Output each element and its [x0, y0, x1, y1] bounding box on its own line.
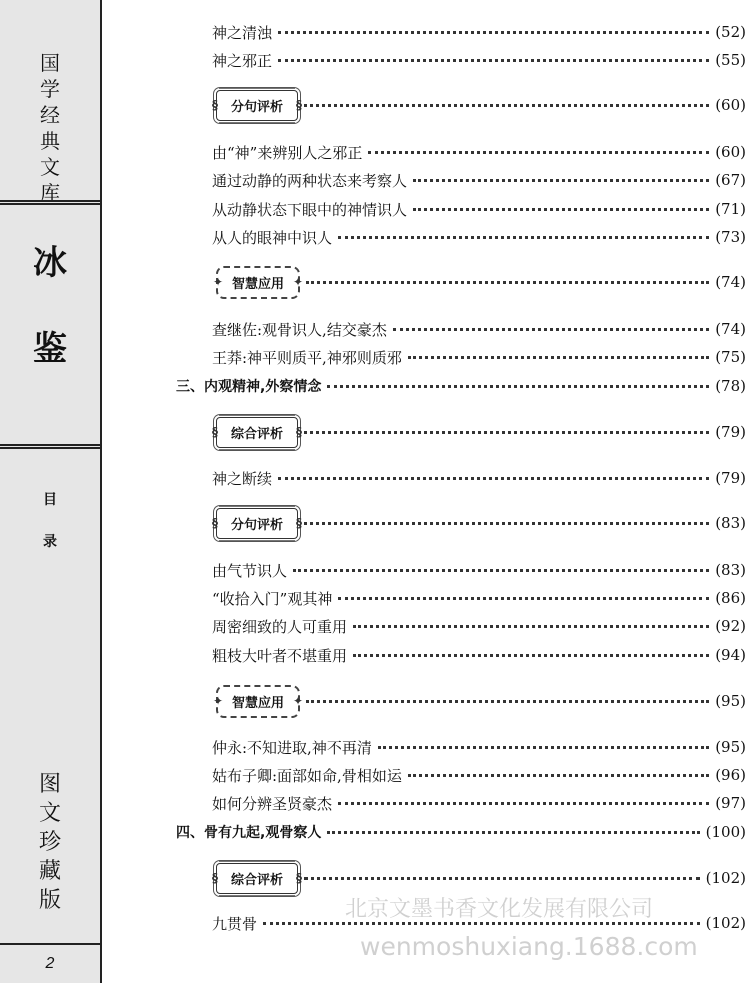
toc-section[interactable] [176, 374, 746, 398]
toc-entry[interactable] [212, 643, 746, 667]
toc-entry-title: 神之邪正 [212, 51, 273, 70]
badge-zhihui [213, 266, 304, 299]
dot-leader [338, 802, 709, 805]
toc-entry-title: 粗枝大叶者不堪重用 [212, 646, 348, 665]
toc-entry-title: 姑布子卿:面部如命,骨相如运 [212, 766, 402, 785]
dot-leader [306, 281, 709, 284]
toc-entry-page: (95) [715, 738, 746, 756]
book-title-char: 冰 [33, 243, 67, 283]
dot-leader [278, 59, 709, 62]
badge-zonghe [212, 417, 303, 448]
toc-entry-title: 九贯骨 [212, 914, 258, 933]
toc-badge-row[interactable] [212, 511, 746, 535]
toc-entry-title: 神之断续 [212, 469, 273, 488]
toc-badge-row[interactable] [213, 689, 746, 713]
scroll-ornament-icon: § [296, 98, 303, 112]
star-ornament-icon: ✦ [213, 694, 224, 708]
toc-entry[interactable] [212, 614, 746, 638]
toc-entry-page: (92) [715, 617, 746, 635]
toc-entry-title: 由“神”来辨别人之邪正 [212, 143, 363, 162]
scroll-ornament-icon: § [296, 871, 303, 885]
toc-entry-title: 从动静状态下眼中的神情识人 [212, 200, 408, 219]
toc-entry-page: (79) [715, 423, 746, 441]
badge-label: 智慧应用 [232, 695, 285, 711]
series-title [0, 50, 100, 206]
toc-entry-title: “收拾入门”观其神 [212, 589, 333, 608]
toc-entry-page: (95) [715, 692, 746, 710]
dot-leader [413, 179, 709, 182]
edition-char: 藏 [38, 859, 61, 884]
toc-label-char: 录 [43, 534, 57, 550]
dot-leader [408, 774, 709, 777]
divider [0, 200, 100, 205]
edition-char: 图 [38, 772, 61, 797]
book-title-char: 鉴 [33, 329, 67, 369]
dot-leader [306, 700, 709, 703]
toc-entry[interactable] [212, 317, 746, 341]
toc-entry[interactable] [212, 791, 746, 815]
toc-entry-page: (73) [715, 228, 746, 246]
series-title-char: 典 [40, 129, 60, 153]
toc-entry[interactable] [212, 140, 746, 164]
toc-entry-page: (74) [715, 320, 746, 338]
dot-leader [304, 431, 709, 434]
toc-entry[interactable] [212, 558, 746, 582]
dot-leader [293, 569, 709, 572]
dot-leader [304, 104, 709, 107]
toc-entry-page: (102) [705, 869, 746, 887]
toc-entry-page: (67) [715, 171, 746, 189]
edition-char: 珍 [38, 830, 61, 855]
toc-entry-page: (96) [715, 766, 746, 784]
badge-fenju [212, 508, 303, 539]
badge-label: 综合评析 [231, 426, 284, 442]
toc-entry-title: 查继佐:观骨识人,结交豪杰 [212, 320, 387, 339]
toc-entry[interactable] [212, 345, 746, 369]
scroll-ornament-icon: § [212, 516, 218, 530]
dot-leader [368, 151, 709, 154]
dot-leader [408, 356, 709, 359]
toc-entry-title: 神之清浊 [212, 23, 273, 42]
toc-label [0, 490, 100, 552]
series-title-char: 国 [40, 51, 60, 75]
dot-leader [278, 31, 709, 34]
dot-leader [378, 746, 709, 749]
toc-entry-title: 如何分辨圣贤豪杰 [212, 794, 333, 813]
toc-section-title: 四、骨有九起,观骨察人 [176, 825, 322, 841]
dot-leader [304, 522, 709, 525]
divider [0, 444, 100, 449]
star-ornament-icon: ✦ [292, 275, 304, 289]
star-ornament-icon: ✦ [292, 694, 304, 708]
toc-entry-page: (60) [715, 96, 746, 114]
series-title-char: 经 [40, 103, 60, 127]
edition-char: 版 [38, 888, 61, 913]
page-number: 2 [0, 943, 100, 983]
book-title [0, 240, 100, 372]
toc-entry-title: 通过动静的两种状态来考察人 [212, 171, 408, 190]
dot-leader [413, 208, 709, 211]
dot-leader [327, 831, 699, 834]
toc-list [102, 0, 750, 983]
toc-entry[interactable] [212, 225, 746, 249]
toc-entry-page: (78) [715, 377, 746, 395]
toc-section-title: 三、内观精神,外察情念 [176, 379, 322, 395]
watermark-company: 北京文墨书香文化发展有限公司 [345, 897, 654, 922]
toc-entry-title: 王莽:神平则质平,神邪则质邪 [212, 348, 402, 367]
toc-entry-title: 仲永:不知进取,神不再清 [212, 738, 372, 757]
toc-badge-row[interactable] [212, 93, 746, 117]
toc-entry-title: 由气节识人 [212, 561, 288, 580]
toc-entry-title: 从人的眼神中识人 [212, 228, 333, 247]
toc-entry[interactable] [212, 763, 746, 787]
toc-entry[interactable] [212, 586, 746, 610]
toc-badge-row[interactable] [212, 866, 746, 890]
series-title-char: 库 [40, 181, 60, 205]
badge-zonghe [212, 863, 303, 894]
scroll-ornament-icon: § [212, 425, 218, 439]
scroll-ornament-icon: § [212, 871, 218, 885]
dot-leader [338, 597, 709, 600]
badge-label: 综合评析 [231, 872, 284, 888]
toc-entry-page: (52) [715, 23, 746, 41]
dot-leader [338, 236, 709, 239]
toc-entry[interactable] [212, 168, 746, 192]
dot-leader [304, 877, 700, 880]
toc-entry[interactable] [212, 48, 746, 72]
series-title-char: 学 [40, 77, 60, 101]
dot-leader [393, 328, 709, 331]
toc-entry[interactable] [212, 197, 746, 221]
toc-entry-page: (79) [715, 469, 746, 487]
toc-entry[interactable] [212, 735, 746, 759]
toc-badge-row[interactable] [213, 270, 746, 294]
sidebar [0, 0, 102, 983]
scroll-ornament-icon: § [296, 516, 303, 530]
dot-leader [353, 654, 709, 657]
scroll-ornament-icon: § [296, 425, 303, 439]
toc-entry-page: (86) [715, 589, 746, 607]
toc-entry-page: (97) [715, 794, 746, 812]
toc-entry-page: (75) [715, 348, 746, 366]
scroll-ornament-icon: § [212, 98, 218, 112]
toc-label-char: 目 [43, 492, 57, 508]
dot-leader [278, 477, 709, 480]
badge-label: 智慧应用 [232, 276, 285, 292]
toc-entry[interactable] [212, 20, 746, 44]
dot-leader [327, 385, 709, 388]
toc-entry[interactable] [212, 466, 746, 490]
toc-entry-page: (83) [715, 561, 746, 579]
dot-leader [353, 625, 709, 628]
badge-label: 分句评析 [231, 99, 284, 115]
toc-entry-page: (55) [715, 51, 746, 69]
edition-char: 文 [38, 801, 61, 826]
toc-entry-page: (60) [715, 143, 746, 161]
toc-entry-page: (74) [715, 273, 746, 291]
toc-badge-row[interactable] [212, 420, 746, 444]
badge-fenju [212, 90, 303, 121]
toc-entry-page: (102) [705, 914, 746, 932]
badge-zhihui [213, 685, 304, 718]
toc-entry-page: (83) [715, 514, 746, 532]
star-ornament-icon: ✦ [213, 275, 224, 289]
toc-entry-title: 周密细致的人可重用 [212, 617, 348, 636]
edition-label [0, 770, 100, 915]
series-title-char: 文 [40, 155, 60, 179]
toc-section[interactable] [176, 820, 746, 844]
badge-label: 分句评析 [231, 517, 284, 533]
toc-entry-page: (71) [715, 200, 746, 218]
watermark-url: wenmoshuxiang.1688.com [360, 932, 698, 961]
toc-entry-page: (100) [705, 823, 746, 841]
toc-entry-page: (94) [715, 646, 746, 664]
